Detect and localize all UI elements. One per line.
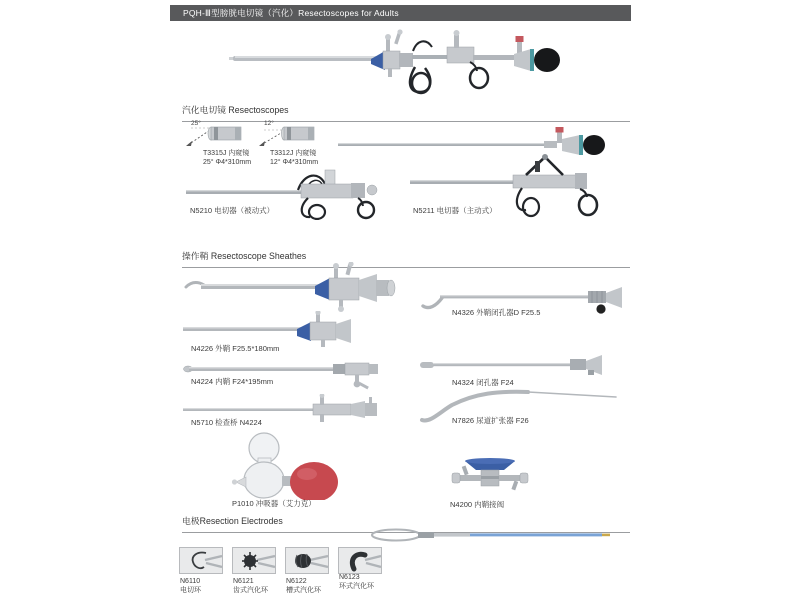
- electrode-thumb-n6121: [232, 547, 276, 574]
- evacuator-icon: [228, 430, 340, 500]
- telescope-tip-12-image: [256, 119, 318, 149]
- telescope-12-label-line2: 12° Φ4*310mm: [270, 159, 319, 166]
- n5710-label: N5710 检查桥 N4224: [191, 418, 262, 427]
- obturator-n4324-image: [420, 352, 610, 378]
- n6110-code: N6110: [180, 578, 201, 585]
- electrode-full-image: [370, 525, 614, 545]
- n6123-label: [339, 573, 374, 591]
- n5211-label: N5211 电切器（主动式）: [413, 206, 497, 215]
- section-electrodes-title: 电极Resection Electrodes: [182, 516, 283, 526]
- evacuator-p1010-image: [228, 430, 340, 500]
- resectoscope-assembly-icon: [225, 25, 585, 97]
- toothed-vapor-electrode-icon: [233, 548, 275, 573]
- n6121-name: 齿式汽化环: [233, 587, 268, 594]
- angle-label-12: 12°: [264, 120, 274, 127]
- telescope-tip-25-image: [183, 119, 245, 149]
- n6121-label: [233, 577, 268, 595]
- n6122-code: N6122: [286, 578, 307, 585]
- n4326-label: N4326 外鞘闭孔器D F25.5: [452, 308, 541, 317]
- electrode-icon: [370, 525, 614, 545]
- n4224-label: N4224 内鞘 F24*195mm: [191, 377, 274, 386]
- n6122-name: 槽式汽化环: [286, 587, 321, 594]
- n4324-label: N4324 闭孔器 F24: [452, 378, 514, 387]
- section-resectoscopes-header: [182, 100, 630, 122]
- electrode-thumb-n6122: [285, 547, 329, 574]
- n4226-label: N4226 外鞘 F25.5*180mm: [191, 344, 280, 353]
- obturator-icon: [420, 352, 610, 378]
- inner-sheath-cone-icon: [183, 311, 363, 347]
- n6110-label: [180, 577, 201, 595]
- cutting-loop-icon: [180, 548, 222, 573]
- grooved-vapor-electrode-icon: [286, 548, 328, 573]
- outer-sheath-image: [183, 262, 405, 314]
- section-resectoscopes-title: 汽化电切镜 Resectoscopes: [182, 105, 289, 115]
- electrode-thumb-n6123: [338, 547, 382, 574]
- n6123-code: N6123: [339, 574, 360, 581]
- n4200-label: N4200 内鞘接阀: [450, 500, 505, 509]
- n6123-name: 环式汽化环: [339, 583, 374, 590]
- n6110-name: 电切环: [180, 587, 201, 594]
- n7826-label: N7826 尿道扩张器 F26: [452, 416, 529, 425]
- telescope-12-label-line1: T3312J 内窥镜: [270, 150, 317, 157]
- page-title-bar: [170, 5, 631, 21]
- page-title: PQH-Ⅲ型膀胱电切镜（汽化）Resectoscopes for Adults: [183, 8, 399, 18]
- section-sheathes-title: 操作鞘 Resectoscope Sheathes: [182, 251, 307, 261]
- electrode-thumb-n6110: [179, 547, 223, 574]
- n6121-code: N6121: [233, 578, 254, 585]
- band-vapor-electrode-icon: [339, 548, 381, 573]
- valve-n4200-image: [450, 456, 532, 498]
- n6122-label: [286, 577, 321, 595]
- telescope-25-label-line2: 25° Φ4*310mm: [203, 159, 252, 166]
- inner-sheath-cone-image: [183, 311, 363, 347]
- hero-resectoscope-image: [225, 25, 585, 97]
- telescope-25-label-line1: T3315J 内窥镜: [203, 150, 250, 157]
- n5210-label: N5210 电切器（被动式）: [190, 206, 275, 215]
- p1010-label: P1010 冲吸器（艾力克）: [232, 499, 316, 508]
- angle-label-25: 25°: [191, 120, 201, 127]
- outer-sheath-icon: [183, 262, 405, 314]
- valve-icon: [450, 456, 532, 498]
